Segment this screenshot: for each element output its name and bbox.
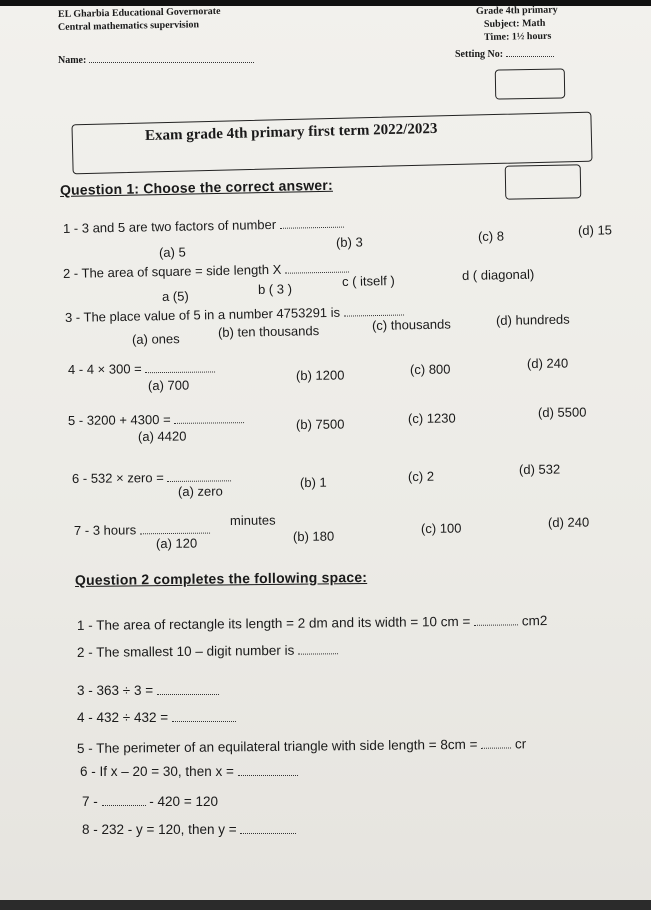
q1-item2-option-c: c ( itself ) [341,272,395,289]
q2-item6-text: 6 - If x – 20 = 30, then x = [80,764,234,779]
q1-item5-option-c: (c) 1230 [407,410,456,426]
q1-item3-option-d: (d) hundreds [495,311,570,328]
q2-item3-text: 3 - 363 ÷ 3 = [77,683,154,698]
q1-item2-option-a: a (5) [161,288,189,304]
q1-item7-blank [140,533,210,535]
q1-item4-option-c: (c) 800 [409,361,451,377]
q2-item5-unit: cr [514,736,527,752]
subject-label: Subject: Math [483,17,546,30]
q2-item2-blank [298,653,338,654]
name-field [58,55,254,66]
q1-item1-option-d: (d) 15 [577,222,613,238]
q1-item6-blank [167,480,231,482]
q1-item1-text: 1 - 3 and 5 are two factors of number [62,216,277,236]
governorate-label: EL Gharbia Educational Governorate [57,5,221,20]
grade-label: Grade 4th primary [475,4,558,17]
q1-item7-text: 7 - 3 hours [73,522,137,538]
q2-item7-expression: - 420 = 120 [149,794,218,809]
q2-item8-blank [240,833,296,834]
q1-item4-option-b: (b) 1200 [295,367,345,383]
time-label: Time: 1½ hours [483,30,552,43]
q2-item4-blank [172,721,236,722]
q2-item7-text: 7 - [82,794,98,809]
q1-item1-option-c: (c) 8 [477,228,505,244]
q1-item7-option-a: (a) 120 [155,535,198,551]
q2-item1-unit: cm2 [521,613,548,629]
q2-item4-text: 4 - 432 ÷ 432 = [77,710,169,725]
q2-item3-blank [157,694,219,695]
q1-item5-option-a: (a) 4420 [137,428,187,444]
q1-item6-text: 6 - 532 × zero = [71,470,164,486]
q1-item3-stem [65,303,404,325]
q1-item7-unit: minutes [229,512,276,528]
exam-title: Exam grade 4th primary first term 2022/2023 [144,120,438,144]
question1-score-box [505,164,582,199]
setting-label: Setting No: [455,49,504,60]
q2-item6-blank [238,775,298,776]
q1-item2-text: 2 - The area of square = side length X [62,261,282,281]
q1-item4-text: 4 - 4 × 300 = [67,361,142,377]
q2-item1-blank [474,624,518,625]
q2-item1-text: 1 - The area of rectangle its length = 2 dm and its width = 10 cm = [76,613,471,633]
q1-item1-stem [63,216,344,236]
q1-item4-stem [68,360,216,377]
q1-item6-option-b: (b) 1 [299,474,327,490]
setting-field [455,49,554,60]
q1-item3-text: 3 - The place value of 5 in a number 4753291 is [64,304,341,325]
q2-item3 [77,683,219,698]
q1-item6-option-c: (c) 2 [407,468,435,484]
q1-item6-option-a: (a) zero [177,483,223,499]
q2-item7 [82,794,218,809]
q1-item5-blank [174,422,244,424]
q1-item7-option-d: (d) 240 [547,514,590,530]
question1-heading: Question 1: Choose the correct answer: [59,176,333,198]
q1-item3-option-c: (c) thousands [371,316,451,333]
q1-item3-blank [344,314,404,316]
q2-item5-blank [481,747,511,748]
q1-item5-option-d: (d) 5500 [537,404,587,420]
q2-item5-text: 5 - The perimeter of an equilateral triangle with side length = 8cm = [76,736,478,756]
q1-item5-option-b: (b) 7500 [295,416,345,432]
q1-item5-text: 5 - 3200 + 4300 = [67,411,171,428]
q1-item2-option-d: d ( diagonal) [461,266,535,283]
q1-item3-option-a: (a) ones [131,331,180,347]
q1-item6-option-d: (d) 532 [518,461,561,477]
supervision-label: Central mathematics supervision [57,19,200,33]
question2-heading: Question 2 completes the following space: [74,568,368,588]
q1-item4-option-d: (d) 240 [526,355,569,371]
name-blank [89,62,254,63]
name-label: Name: [58,55,87,66]
q2-item1 [77,613,548,633]
q1-item2-option-b: b ( 3 ) [257,281,293,297]
q1-item7-option-c: (c) 100 [420,520,462,536]
q2-item8 [82,822,296,837]
q1-item4-blank [145,371,215,373]
q2-item5 [77,736,526,756]
q1-item5-stem [68,411,244,428]
q1-item4-option-a: (a) 700 [147,377,190,393]
total-score-box [495,68,566,99]
q1-item1-option-b: (b) 3 [335,234,363,250]
q2-item2 [77,642,338,660]
q1-item3-option-b: (b) ten thousands [217,323,320,340]
q1-item7-option-b: (b) 180 [292,528,335,544]
q2-item8-text: 8 - 232 - y = 120, then y = [82,822,237,837]
q2-item6 [80,764,298,779]
q1-item2-stem [63,261,349,281]
q1-item2-blank [285,272,349,274]
q2-item7-blank [102,805,146,806]
q2-item2-text: 2 - The smallest 10 – digit number is [76,642,295,660]
setting-blank [506,56,554,57]
q2-item4 [77,710,236,725]
q1-item1-blank [280,227,344,229]
q1-item1-option-a: (a) 5 [158,244,186,260]
